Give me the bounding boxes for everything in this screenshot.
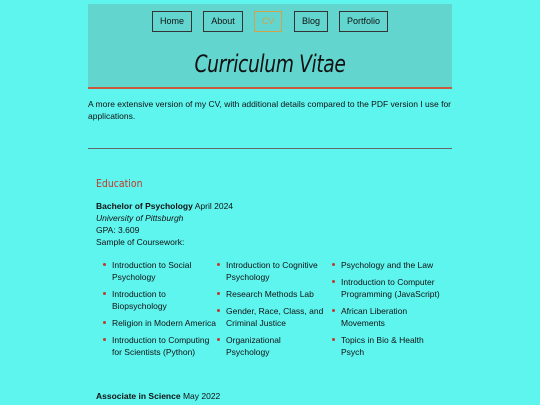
degree-gpa: GPA: 3.609: [96, 225, 140, 235]
course-item: Research Methods Lab: [214, 288, 326, 300]
course-item: Gender, Race, Class, and Criminal Justice: [214, 305, 326, 329]
course-item: Organizational Psychology: [214, 334, 326, 358]
nav-cv-button[interactable]: CV: [254, 11, 282, 32]
course-item: Introduction to Computing for Scientists (Python): [100, 334, 216, 358]
course-item: Introduction to Biopsychology: [100, 288, 216, 312]
nav-portfolio-button[interactable]: Portfolio: [339, 11, 388, 32]
coursework-label: Sample of Coursework:: [96, 237, 185, 247]
degree-school: University of Pittsburgh: [96, 213, 184, 223]
degree-line: [96, 200, 233, 212]
page-title: Curriculum Vitae: [194, 50, 346, 78]
course-item: Introduction to Computer Programming (JavaScript): [329, 276, 447, 300]
course-item: Religion in Modern America: [100, 317, 216, 329]
nav-home-button[interactable]: Home: [152, 11, 192, 32]
degree-date: May 2022: [182, 391, 221, 401]
degree-block: [96, 200, 233, 248]
degree-title: Bachelor of Psychology: [96, 201, 193, 211]
nav-about-button[interactable]: About: [203, 11, 243, 32]
coursework-column-1: [100, 259, 216, 363]
site-header: [88, 4, 452, 89]
nav-blog-button[interactable]: Blog: [294, 11, 328, 32]
intro-text: A more extensive version of my CV, with additional details compared to the PDF version I use for applications.: [88, 99, 451, 121]
course-item: African Liberation Movements: [329, 305, 447, 329]
nav-bar: [88, 11, 452, 33]
course-item: Introduction to Social Psychology: [100, 259, 216, 283]
course-item: Psychology and the Law: [329, 259, 447, 271]
degree-block: [96, 390, 220, 402]
course-item: Topics in Bio & Health Psych: [329, 334, 447, 358]
divider: [88, 148, 452, 149]
course-item: Introduction to Cognitive Psychology: [214, 259, 326, 283]
coursework-column-2: [214, 259, 326, 363]
coursework-column-3: [329, 259, 447, 363]
degree-title: Associate in Science: [96, 391, 181, 401]
degree-date: April 2024: [194, 201, 234, 211]
education-heading: Education: [96, 177, 143, 190]
